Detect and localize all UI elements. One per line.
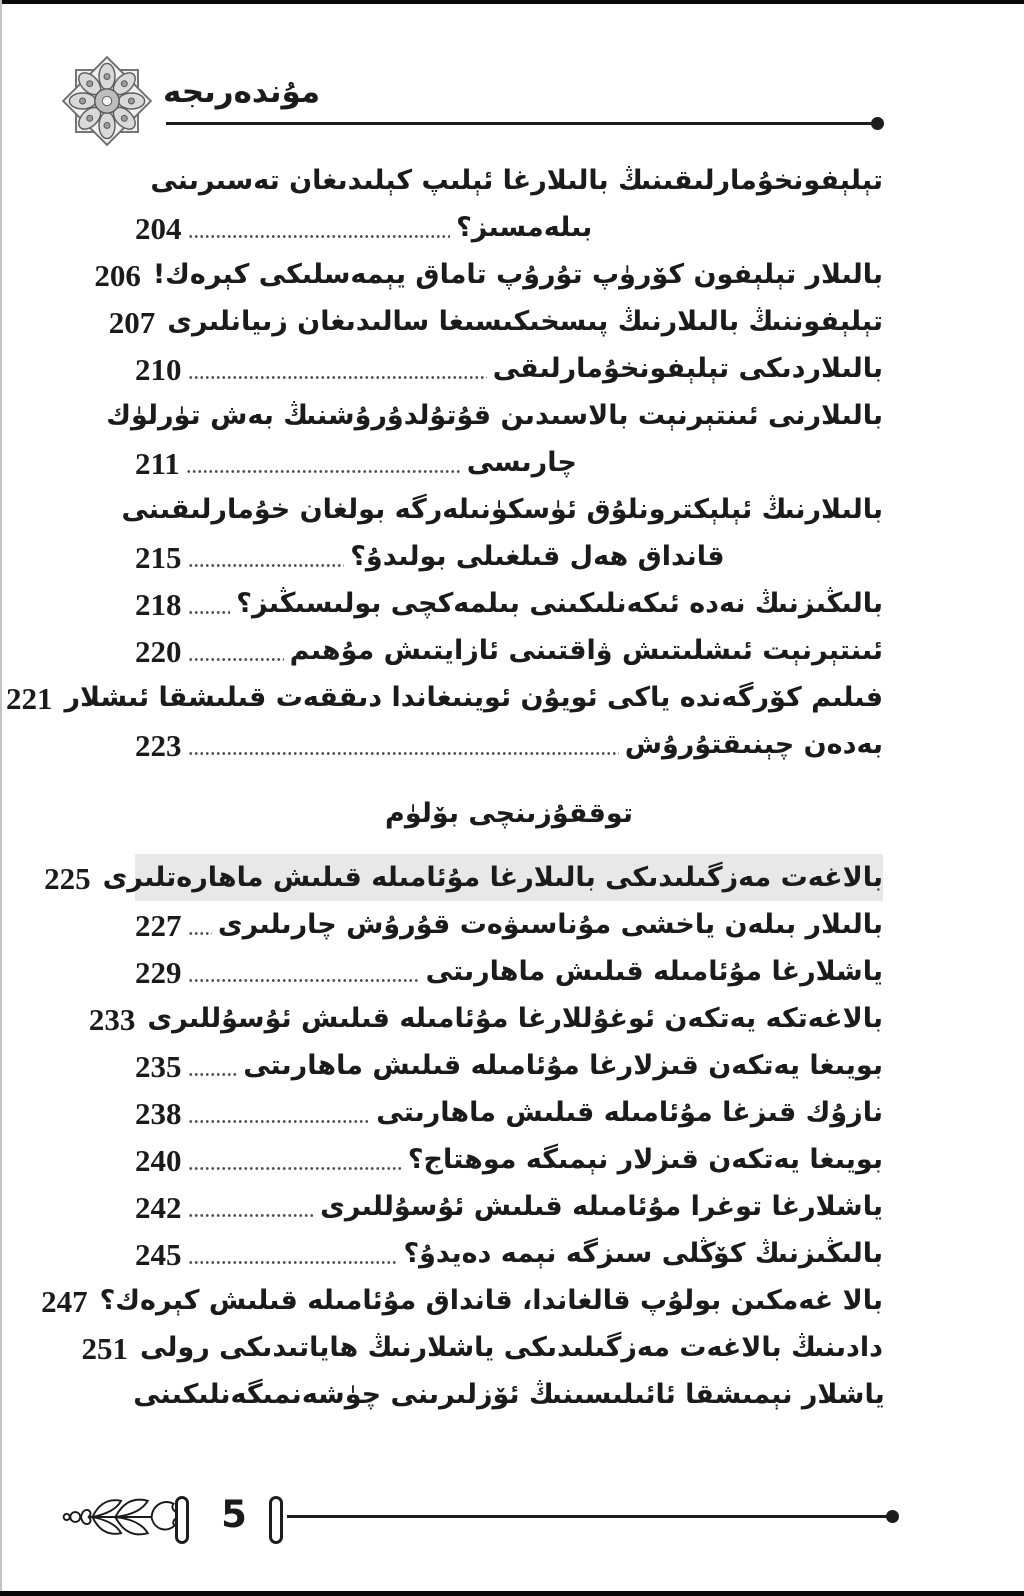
toc-entry-title: بالىلار تېلېفون كۆرۈپ تۇرۇپ تاماق يېمەسلىكى كېرەك! — [152, 259, 883, 290]
toc-entry — [135, 204, 883, 251]
toc-entry — [135, 580, 883, 627]
toc-page-number: 238 — [135, 1096, 182, 1131]
toc-entry-title: بالىڭىزنىڭ كۆڭلى سىزگە نېمە دەيدۇ؟ — [403, 1238, 883, 1269]
dotted-leader — [188, 751, 619, 756]
toc-entry-title: نازۇك قىزغا مۇئامىلە قىلىش ماھارىتى — [376, 1097, 883, 1128]
toc-page-number: 215 — [135, 540, 182, 575]
toc-entry — [135, 1371, 883, 1418]
scan-edge-left — [0, 0, 2, 1596]
dotted-leader — [188, 1119, 371, 1124]
rule-end-dot — [886, 1510, 899, 1523]
dotted-leader — [188, 978, 420, 983]
toc-page-number: 242 — [135, 1190, 182, 1225]
dotted-leader — [188, 1213, 315, 1218]
dotted-leader — [188, 657, 284, 662]
toc-entry — [121, 486, 883, 533]
toc-page-number: 233 — [88, 1002, 136, 1037]
toc-entry — [5, 674, 883, 721]
toc-entry-title: بالىڭىزنىڭ نەدە ئىكەنلىكىنى بىلمەكچى بولىسىڭىز؟ — [236, 588, 883, 619]
toc-entry-title: بەدەن چېنىقتۇرۇش — [624, 729, 883, 760]
toc-entry-title: بويىغا يەتكەن قىزلار نېمىگە موھتاج؟ — [407, 1144, 883, 1175]
toc-page-number: 225 — [44, 861, 91, 896]
toc-entry-title: بالىلاردىكى تېلېفونخۇمارلىقى — [492, 353, 883, 384]
toc-entry-title: ياشلارغا مۇئامىلە قىلىش ماھارىتى — [425, 956, 883, 987]
toc-entry-title: بالىلارنىڭ ئېلېكترونلۇق ئۈسكۈنىلەرگە بولغان خۇمارلىقىنى — [121, 494, 883, 525]
toc-entry — [135, 157, 883, 204]
toc-entry — [106, 392, 883, 439]
footer-divider-bar — [175, 1496, 189, 1544]
toc-page-number: 211 — [135, 446, 180, 481]
toc-page-number: 245 — [135, 1237, 182, 1272]
toc-entry — [135, 1089, 883, 1136]
dotted-leader — [188, 1260, 398, 1265]
header-rule — [166, 122, 872, 125]
dotted-leader — [188, 610, 231, 615]
toc-page-number: 204 — [135, 211, 182, 246]
toc-page-number: 251 — [81, 1331, 128, 1366]
toc-entry — [135, 345, 883, 392]
toc-page-number: 240 — [135, 1143, 182, 1178]
toc-entry-title: بالىلار بىلەن ياخشى مۇناسىۋەت قۇرۇش چارىلىرى — [217, 909, 883, 940]
toc-entry-title: ئىنتېرنېت ئىشلىتىش ۋاقتىنى ئازايتىش مۇھىم — [289, 635, 883, 666]
toc-page-number: 206 — [94, 258, 141, 293]
dotted-leader — [186, 469, 461, 474]
scan-edge-bottom — [0, 1591, 1024, 1596]
toc-page-number: 247 — [41, 1284, 88, 1319]
toc-entry — [135, 627, 883, 674]
toc-entry-title: ياشلار نېمىشقا ئائىلىسىنىڭ ئۆزلىرىنى چۈشەنمىگەنلىكىنى — [133, 1379, 885, 1410]
footer-rule — [287, 1515, 887, 1518]
dotted-leader — [188, 234, 451, 239]
toc-entry-title: بالاغەت مەزگىلىدىكى بالىلارغا مۇئامىلە قىلىش ماھارەتلىرى — [102, 862, 883, 893]
toc-entry — [94, 251, 883, 298]
rule-end-dot — [871, 117, 884, 130]
toc-entry — [135, 1183, 883, 1230]
toc-page-number: 207 — [108, 305, 156, 340]
toc-entry-title: فىلىم كۆرگەندە ياكى ئويۇن ئوينىغاندا دىققەت قىلىشقا ئىشلار — [64, 682, 883, 713]
page-title: مۇندەرىجە — [163, 74, 321, 110]
toc-entry — [135, 439, 883, 486]
toc-entry-title: قانداق ھەل قىلغىلى بولىدۇ؟ — [350, 541, 725, 572]
toc-entry-title: بالا غەمكىن بولۇپ قالغاندا، قانداق مۇئامىلە قىلىش كېرەك؟ — [99, 1285, 883, 1316]
rosette-icon — [60, 54, 154, 148]
toc-page-number: 210 — [135, 352, 182, 387]
toc-entry — [88, 995, 883, 1042]
toc-entry-title: بالاغەتكە يەتكەن ئوغۇللارغا مۇئامىلە قىلىش ئۇسۇللىرى — [147, 1003, 883, 1034]
section-heading: توققۇزىنچى بۆلۈم — [385, 797, 633, 829]
toc-entry-title: تېلېفونخۇمارلىقىنىڭ بالىلارغا ئېلىپ كېلىدىغان تەسىرىنى — [150, 165, 883, 196]
toc-entry-title: بويىغا يەتكەن قىزلارغا مۇئامىلە قىلىش ماھارىتى — [243, 1050, 883, 1081]
toc-entry — [44, 854, 883, 901]
footer-divider-bar — [269, 1496, 283, 1544]
toc-page-number: 218 — [135, 587, 182, 622]
toc-entry — [41, 1277, 883, 1324]
toc-entry — [135, 533, 883, 580]
toc-entry — [108, 298, 883, 345]
toc-entry — [81, 1324, 883, 1371]
toc-list — [5, 157, 885, 1418]
floral-ornament-icon — [60, 1491, 184, 1543]
dotted-leader — [188, 1072, 238, 1077]
toc-entry-title: ياشلارغا توغرا مۇئامىلە قىلىش ئۇسۇللىرى — [320, 1191, 883, 1222]
toc-entry — [135, 948, 883, 995]
toc-page-number: 221 — [5, 681, 53, 716]
toc-entry-title: تېلېفوننىڭ بالىلارنىڭ پىسخىكىسىغا سالىدىغان زىيانلىرى — [167, 306, 883, 337]
toc-entry — [135, 901, 883, 948]
dotted-leader — [188, 563, 345, 568]
toc-entry-title: بىلەمسىز؟ — [456, 212, 593, 243]
dotted-leader — [188, 375, 487, 380]
toc-page-number: 223 — [135, 728, 182, 763]
footer-page-number: 5 — [221, 1493, 247, 1536]
toc-entry — [135, 1042, 883, 1089]
toc-entry-title: بالىلارنى ئىنتېرنېت بالاسىدىن قۇتۇلدۇرۇشنىڭ بەش تۈرلۈك — [106, 400, 883, 431]
toc-page-number: 227 — [135, 908, 182, 943]
dotted-leader — [188, 931, 212, 936]
toc-entry — [135, 1230, 883, 1277]
toc-page-number: 235 — [135, 1049, 182, 1084]
toc-entry-title: چارىسى — [466, 447, 577, 478]
toc-entry — [135, 721, 883, 768]
scan-edge-top — [0, 0, 1024, 4]
toc-entry — [135, 1136, 883, 1183]
toc-page-number: 220 — [135, 634, 182, 669]
toc-page-number: 229 — [135, 955, 182, 990]
dotted-leader — [188, 1166, 402, 1171]
toc-entry-title: دادىنىڭ بالاغەت مەزگىلىدىكى ياشلارنىڭ ھاياتىدىكى رولى — [139, 1332, 883, 1363]
